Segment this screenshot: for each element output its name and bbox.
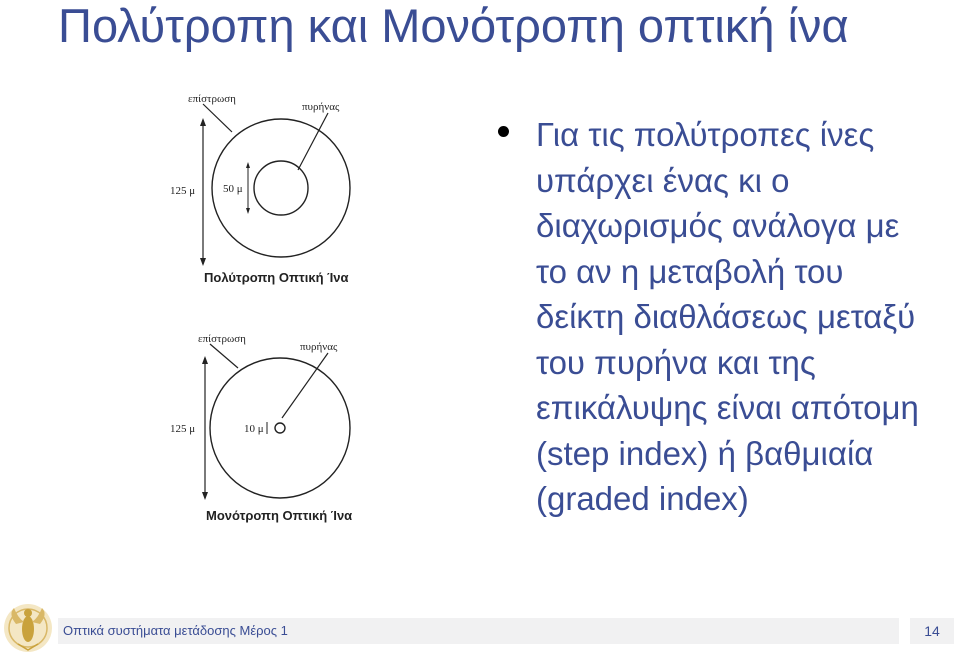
core-circle [275, 423, 285, 433]
footer-bar [58, 618, 899, 644]
singlemode-fiber-diagram [168, 328, 393, 528]
outer-dimension-label: 125 μ [170, 423, 196, 435]
bullet-marker [498, 126, 509, 137]
core-pointer-line [298, 113, 328, 170]
inner-dimension-label: 10 μ [244, 423, 264, 435]
arrow-down-icon [202, 492, 208, 500]
figure-caption: Μονότροπη Οπτική Ίνα [206, 508, 353, 523]
page-number: 14 [924, 623, 940, 639]
cladding-pointer-line [210, 344, 238, 368]
cladding-pointer-line [203, 104, 232, 132]
arrow-up-icon [246, 162, 250, 168]
cladding-label: επίστρωση [188, 93, 236, 105]
multimode-fiber-diagram [168, 88, 393, 288]
core-label: πυρήνας [302, 101, 340, 113]
slide-title: Πολύτροπη και Μονότροπη οπτική ίνα [58, 0, 849, 52]
figure-caption: Πολύτροπη Οπτική Ίνα [204, 270, 349, 285]
arrow-up-icon [202, 356, 208, 364]
outer-dimension-label: 125 μ [170, 185, 196, 197]
page-number-box [910, 618, 954, 644]
cladding-label: επίστρωση [198, 333, 246, 345]
arrow-up-icon [200, 118, 206, 126]
arrow-down-icon [200, 258, 206, 266]
cladding-circle [210, 358, 350, 498]
core-circle [254, 161, 308, 215]
bullet-item: Για τις πολύτροπες ίνες υπάρχει ένας κι ο διαχωρισμός ανάλογα με το αν η μεταβολή του δείκτη διαθλάσεως μεταξύ του πυρήνα και της επικάλυψης είναι απότομη (step index) ή βαθμιαία (graded index) [536, 116, 919, 517]
arrow-down-icon [246, 208, 250, 214]
core-label: πυρήνας [300, 341, 338, 353]
inner-dimension-label: 50 μ [223, 183, 243, 195]
footer-course-title: Οπτικά συστήματα μετάδοσης Μέρος 1 [63, 623, 288, 638]
university-seal-icon [0, 598, 56, 656]
